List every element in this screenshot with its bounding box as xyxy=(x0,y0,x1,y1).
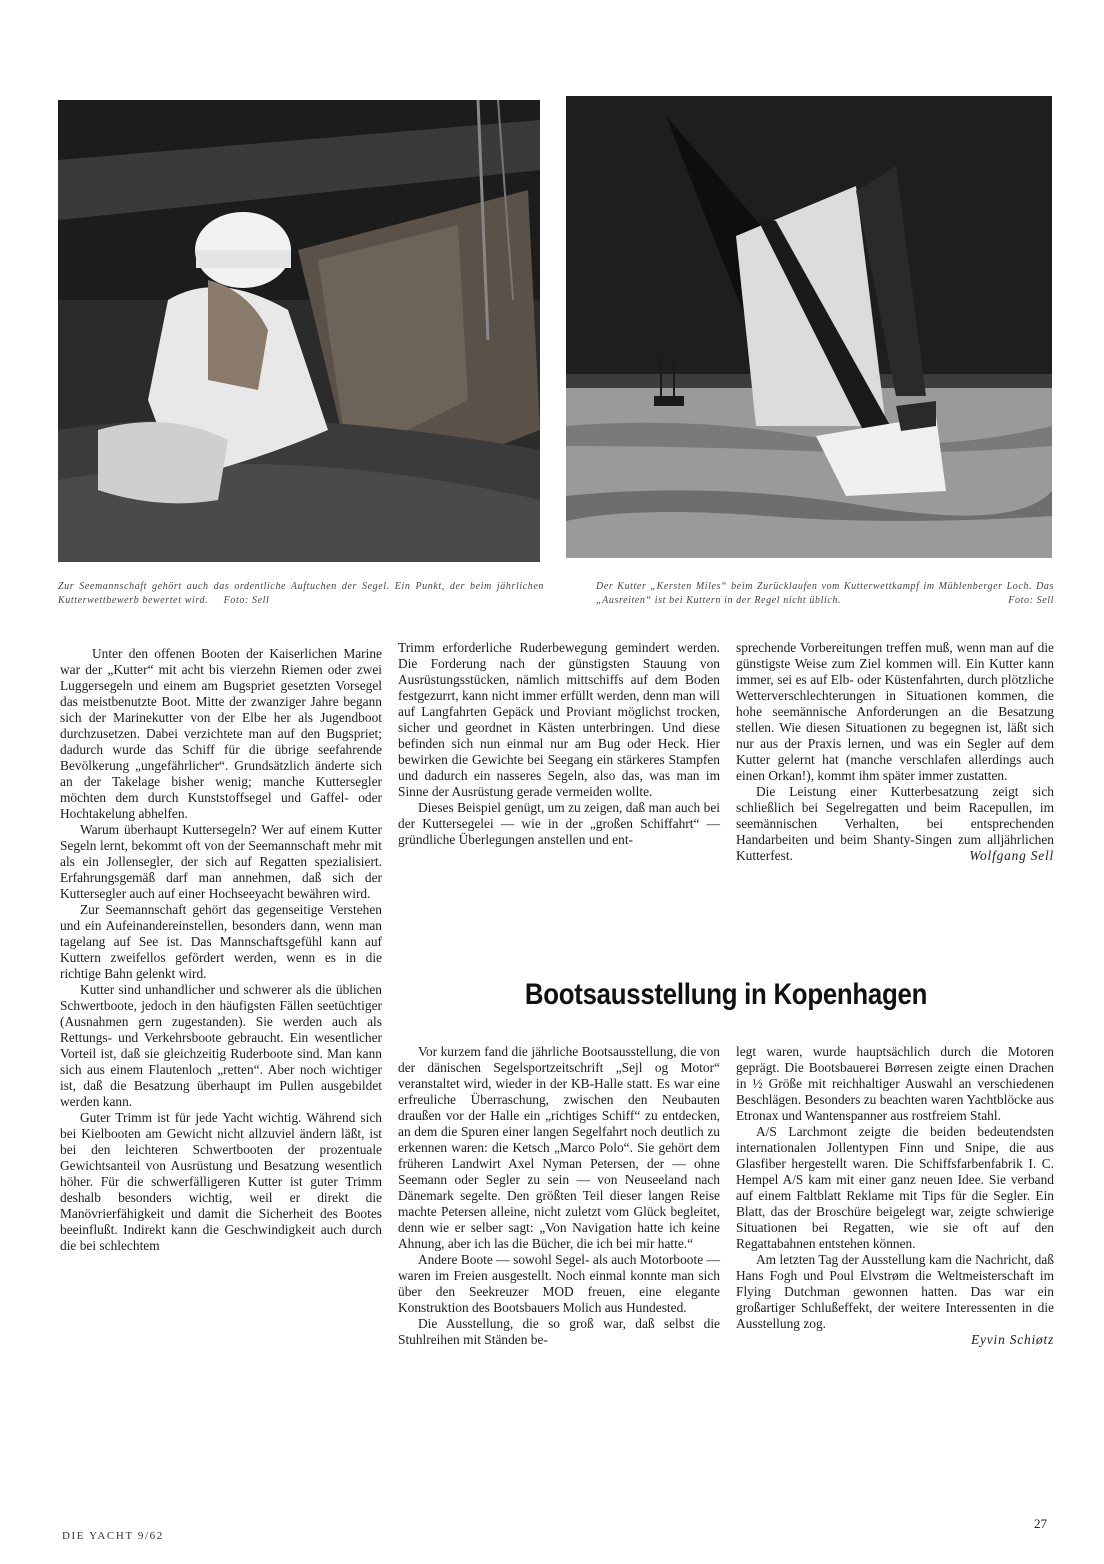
photo-credit: Foto: Sell xyxy=(1008,595,1054,606)
magazine-footer: DIE YACHT 9/62 xyxy=(62,1530,164,1542)
article1-column-1 xyxy=(60,646,382,1254)
photo-cutter-sailing xyxy=(566,96,1052,558)
photo-sailor-folding-sail xyxy=(58,100,540,562)
photo-caption-left xyxy=(58,580,544,608)
page-number: 27 xyxy=(1034,1516,1047,1531)
paragraph: Unter den offenen Booten der Kaiserlichen Marine war der „Kutter“ mit acht bis vierzehn Riemen oder zwei Luggersegeln und einem am Bugspriet gesetzten Vorsegel das meistbenutzte Boot. Mitte der zwanziger Jahre begann sich der Marinekutter von der Elbe her als Jugendboot durchzusetzen. Dabei verzichtete man auf den Bugspriet; dadurch wurde das Schiff für die übrige seefahrende Bevölkerung „ungefährlicher“. Grundsätzlich änderte sich an der Takelage bisher wenig; manche Kuttersegler möchten dem durch Kunststoffsegel und Gaffel- oder Hochtakelung abhelfen. xyxy=(60,646,382,821)
article2-column-2 xyxy=(736,1044,1054,1348)
photo-caption-right xyxy=(596,580,1054,608)
paragraph: Vor kurzem fand die jährliche Bootsausstellung, die von der dänischen Segelsportzeitschrift „Sejl og Motor“ veranstaltet wird, wieder in der KB-Halle statt. Es war eine erfreuliche Überraschung, zwischen den Neubauten draußen vor der Halle ein „richtiges Schiff“ zu entdecken, an dem die Spuren einer langen Segelfahrt noch deutlich zu erkennen waren: die Ketsch „Marco Polo“. Sie gehört dem früheren Landwirt Axel Nyman Petersen, der — ohne Seemann oder Segler zu sein — von Neuseeland nach Dänemark segelte. Den größten Teil dieser langen Reise machte Petersen alleine, nicht zuletzt vom Glück begleitet, denn wie er selber sagt: „Von Navigation hatte ich keine Ahnung, aber ich las die Bücher, die ich bei mir hatte.“ xyxy=(398,1044,720,1251)
author-name: Eyvin Schiøtz xyxy=(971,1332,1054,1347)
article2-column-1 xyxy=(398,1044,720,1348)
paragraph: Andere Boote — sowohl Segel- als auch Motorboote — waren im Freien ausgestellt. Noch einmal konnte man sich über den Seekreuzer MOD freuen, eine elegante Konstruktion des Bootsbauers Molich aus Hundested. xyxy=(398,1252,720,1315)
author-name: Wolfgang Sell xyxy=(969,848,1054,863)
paragraph-text: Die Leistung einer Kutterbesatzung zeigt sich schließlich bei Segelregatten und beim Racepullen, im seemännischen Verhalten, bei entsprechenden Handarbeiten und beim Shanty-Singen zum alljährlichen Kutterfest. xyxy=(736,784,1054,863)
caption-text: Der Kutter „Kersten Miles“ beim Zurücklaufen vom Kutterwettkampf im Mühlenberger Loch. Das „Ausreiten“ ist bei Kuttern in der Regel nicht üblich. xyxy=(596,581,1054,606)
cutter-image xyxy=(566,96,1052,558)
article1-column-2 xyxy=(398,640,720,848)
paragraph: Trimm erforderliche Ruderbewegung gemindert werden. Die Forderung nach der günstigsten Stauung von Ausrüstungsstücken, nämlich mittschiffs auf dem Boden festgezurrt, kann nicht immer erfüllt werden, denn man will auf Langfahrten Gepäck und Proviant möglichst trocken, sicher und geordnet in Kästen unterbringen. Und diese befinden sich nun einmal nur am Bug oder Heck. Hier bewirken die Gewichte bei Seegang ein stärkeres Stampfen und dadurch ein nasseres Segeln, also das, was man im Sinne der Ausrüstung gerade vermeiden wollte. xyxy=(398,640,720,799)
sailor-image xyxy=(58,100,540,562)
paragraph: legt waren, wurde hauptsächlich durch die Motoren geprägt. Die Bootsbauerei Børresen zeigte einen Drachen in ½ Größe mit reichhaltiger Auswahl an verschiedenen Beschlägen. Besonders zu beachten waren Yachtblöcke aus Etronax und Wantenspanner aus rostfreiem Stahl. xyxy=(736,1044,1054,1123)
paragraph: Kutter sind unhandlicher und schwerer als die üblichen Schwertboote, jedoch in den häufigsten Fällen seetüchtiger (Ausnahmen gern zugestanden). Sie werden auch als Rettungs- und Verkehrsboote gebraucht. Ein wesentlicher Vorteil ist, daß sie gleichzeitig Ruderboote sind. Man kann sich aus einem Flautenloch „retten“. Aber noch wichtiger ist, daß die Besatzung überhaupt im Pullen ausgebildet werden kann. xyxy=(60,982,382,1109)
paragraph: Warum überhaupt Kuttersegeln? Wer auf einem Kutter Segeln lernt, bekommt oft von der Seemannschaft mehr mit als ein Jollensegler, der sich auf Regatten spezialisiert. Erfahrungsgemäß darf man annehmen, daß sich der Kuttersegler auch auf einer Hochseeyacht bewähren wird. xyxy=(60,822,382,901)
article1-column-3 xyxy=(736,640,1054,864)
paragraph: A/S Larchmont zeigte die beiden bedeutendsten internationalen Jollentypen Finn und Snipe, die aus Glasfiber hergestellt waren. Die Schiffsfarbenfabrik I. C. Hempel A/S kam mit einer ganz neuen Idee. Sie verband auf einem Faltblatt Reklame mit Tips für die Segler. Ein Blatt, das der Broschüre beigelegt war, zeigte schwierige Situationen bei Regatten, wie sie oft auf den Regattabahnen entstehen können. xyxy=(736,1124,1054,1251)
paragraph: Zur Seemannschaft gehört das gegenseitige Verstehen und ein Aufeinandereinstellen, besonders dann, wenn man tagelang auf See ist. Das Mannschaftsgefühl kann auf Kuttern zweifellos gefördert werden, wenn es in die richtige Bahn gelenkt wird. xyxy=(60,902,382,981)
caption-text: Zur Seemannschaft gehört auch das ordentliche Auftuchen der Segel. Ein Punkt, der beim jährlichen Kutterwettbewerb bewertet wird. xyxy=(58,581,544,606)
paragraph: Die Ausstellung, die so groß war, daß selbst die Stuhlreihen mit Ständen be- xyxy=(398,1316,720,1347)
photo-credit: Foto: Sell xyxy=(223,595,270,606)
paragraph xyxy=(736,784,1054,864)
paragraph: Dieses Beispiel genügt, um zu zeigen, daß man auch bei der Kuttersegelei — wie in der „großen Schiffahrt“ — gründliche Überlegungen anstellen und ent- xyxy=(398,800,720,847)
paragraph: Am letzten Tag der Ausstellung kam die Nachricht, daß Hans Fogh und Poul Elvstrøm die Weltmeisterschaft im Flying Dutchman gewonnen hatten. Das war ein großartiger Schlußeffekt, der weitere Interessenten in die Ausstellung zog. xyxy=(736,1252,1054,1331)
article2-headline: Bootsausstellung in Kopenhagen xyxy=(524,978,928,1011)
paragraph: sprechende Vorbereitungen treffen muß, wenn man auf die günstigste Weise zum Ziel kommen will. Ein Kutter kann immer, sei es auf Elb- oder Küstenfahrten, durch plötzliche Wetterverschlechterungen in Situationen kommen, die hohe seemännische Anforderungen an die Besatzung stellen. Wie diesen Situationen zu begegnen ist, läßt sich nur aus der Praxis lernen, und was ein Segler auf dem Kutter gelernt hat (manche verschlafen allerdings auch einen Orkan!), kommt ihm später immer zustatten. xyxy=(736,640,1054,783)
paragraph: Guter Trimm ist für jede Yacht wichtig. Während sich bei Kielbooten am Gewicht nicht allzuviel ändern läßt, ist bei den leichteren Schwertbooten der prozentuale Gewichtsanteil von Ausrüstung und Besatzung wesentlich höher. Für die schwerfälligeren Kutter ist guter Trimm deshalb besonders wichtig, weil er direkt die Manövrierfähigkeit und damit die Sicherheit des Bootes beeinflußt. Indirekt kann die Geschwindigkeit auch durch die bei schlechtem xyxy=(60,1110,382,1253)
